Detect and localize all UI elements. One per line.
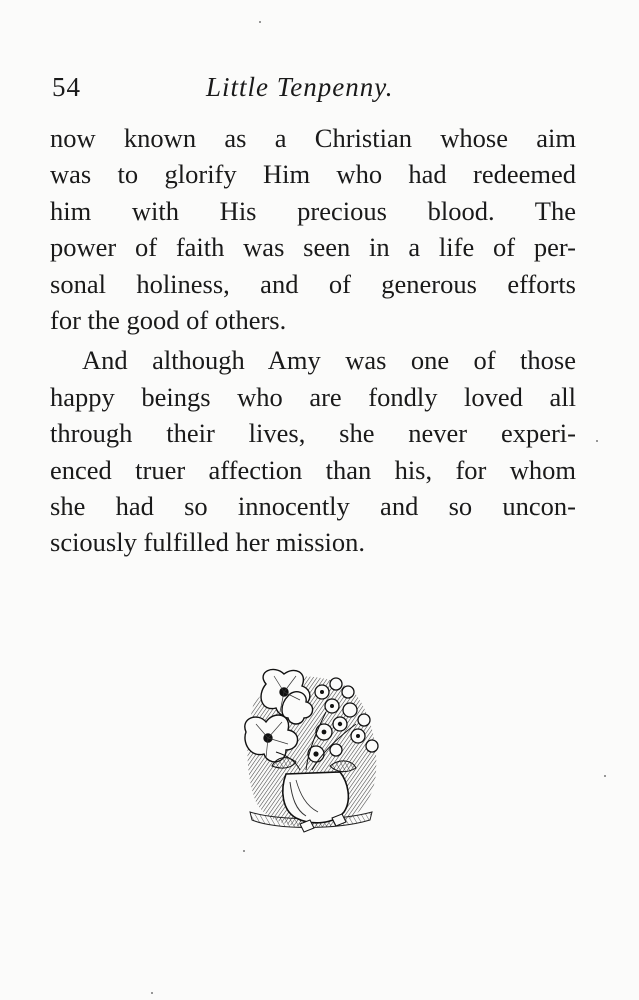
body-text xyxy=(50,120,576,561)
text-line: through their lives, she never experi- xyxy=(50,418,576,449)
text-line: happy beings who are fondly loved all xyxy=(50,381,576,412)
text-line: now known as a Christian whose aim xyxy=(50,123,576,153)
paragraph xyxy=(50,120,576,338)
text-line: power of faith was seen in a life of per- xyxy=(50,232,576,263)
page-number: 54 xyxy=(52,72,81,102)
flower-vase-engraving-icon xyxy=(236,662,384,842)
text-line: she had so innocently and so uncon- xyxy=(50,490,576,521)
text-line: And although Amy was one of those xyxy=(82,345,576,376)
running-header xyxy=(52,72,582,106)
text-line: him with His precious blood. The xyxy=(50,195,576,226)
text-line: was to glorify Him who had redeemed xyxy=(50,159,576,190)
running-title: Little Tenpenny. xyxy=(206,72,394,102)
text-line: sciously fulfilled her mission. xyxy=(50,527,366,558)
paragraph xyxy=(50,342,576,560)
text-line: enced truer affection than his, for whom xyxy=(50,454,576,485)
text-line: sonal holiness, and of generous efforts xyxy=(50,268,576,299)
text-line: for the good of others. xyxy=(50,304,287,335)
